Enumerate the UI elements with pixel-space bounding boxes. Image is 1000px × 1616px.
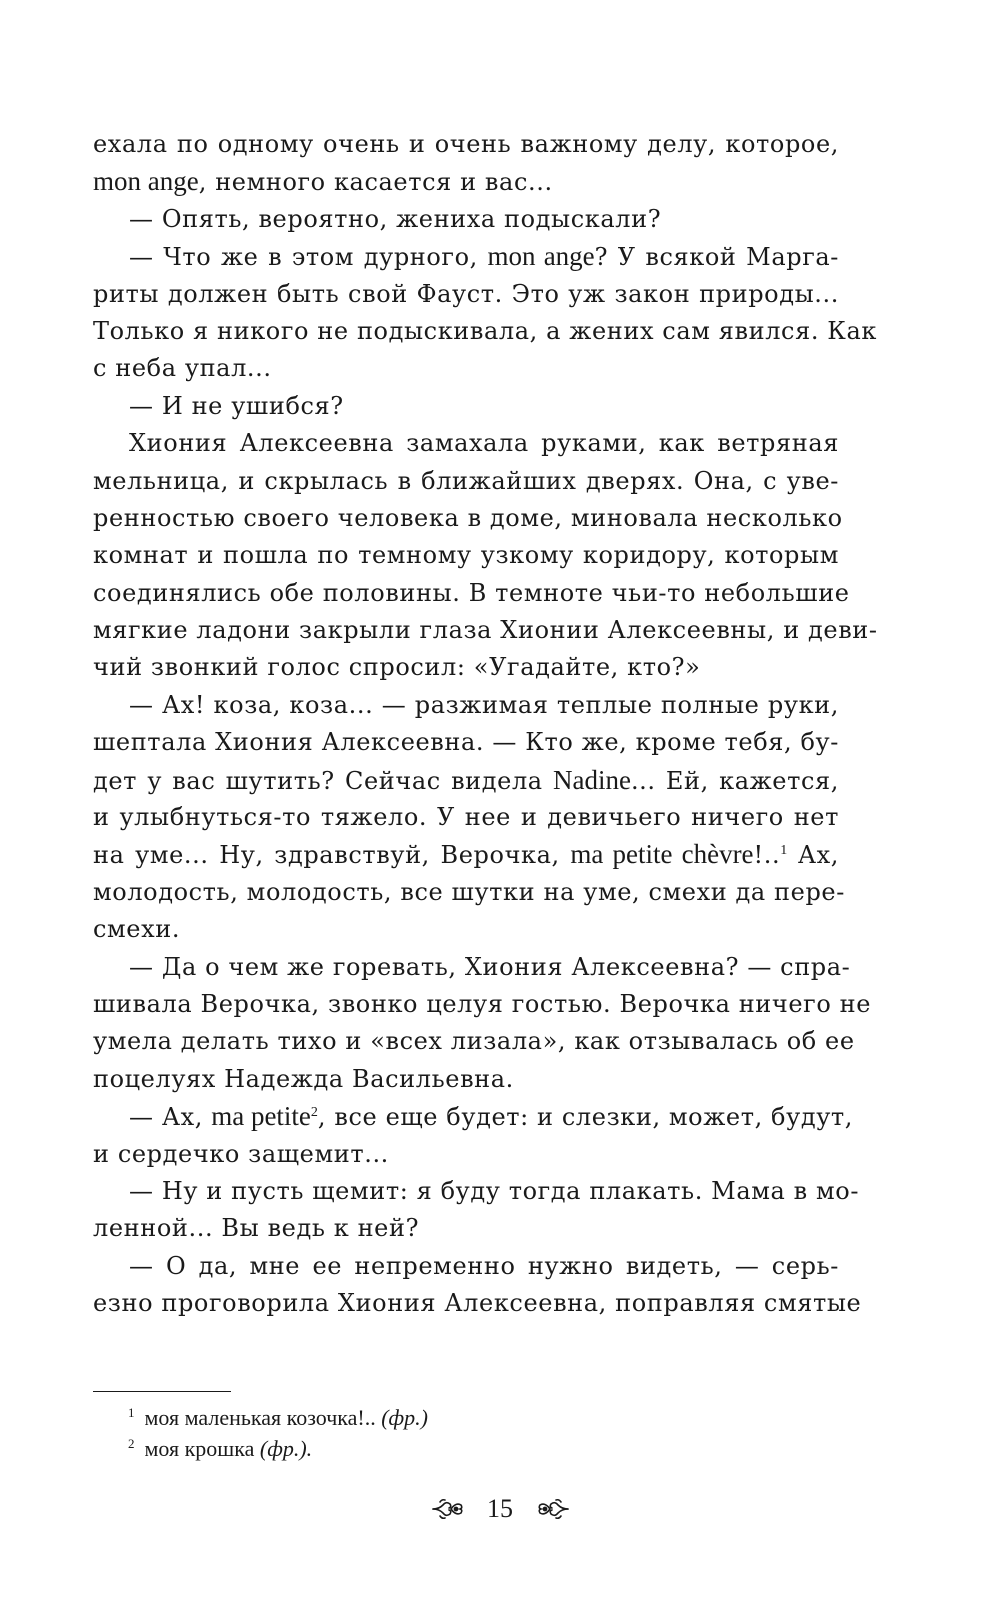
footnote-reference: 1 (780, 843, 788, 859)
text-line: на уме... Ну, здравствуй, Верочка, ma petite chèvre!..$^1$ Ах, (93, 839, 839, 870)
text-line: риты должен быть свой Фауст. Это уж закон природы... (93, 279, 839, 308)
text-line: комнат и пошла по темному узкому коридору, которым (93, 541, 839, 570)
footnote-number: 1 (128, 1404, 135, 1420)
footnote-number: 2 (128, 1435, 135, 1451)
text-line: — Ну и пусть щемит: я буду тогда плакать. Мама в мо- (129, 1176, 860, 1205)
text-line: — И не ушибся? (129, 391, 344, 420)
text-line: mon ange, немного касается и вас... (93, 166, 553, 197)
footnote (128, 1433, 428, 1464)
text-line: мельница, и скрылась в ближайших дверях. Она, с уве- (93, 466, 839, 495)
text-line: шивала Верочка, звонко целуя гостью. Верочка ничего не (93, 989, 872, 1018)
footnote (128, 1402, 428, 1433)
text-line: молодость, молодость, все шутки на уме, смехи да пере- (93, 877, 845, 906)
text-line: — Да о чем же горевать, Хиония Алексеевна? — спра- (129, 952, 851, 981)
text-line: Хиония Алексеевна замахала руками, как ветряная (129, 429, 839, 458)
text-line: соединялись обе половины. В темноте чьи-то небольшие (93, 578, 850, 607)
body-text (93, 126, 878, 1323)
text-line: — О да, мне ее непременно нужно видеть, — серь- (129, 1251, 839, 1280)
text-line: с неба упал... (93, 354, 272, 383)
footnote-rule (93, 1391, 231, 1392)
page-footer (0, 1490, 1000, 1526)
footnote-language-note: (фр.) (381, 1405, 428, 1430)
text-line: ренностью своего человека в доме, миновала несколько (93, 503, 843, 532)
footnote-text: моя крошка (144, 1436, 260, 1461)
text-line: — Опять, вероятно, жениха подыскали? (129, 204, 662, 233)
right-ornament-icon (536, 1496, 570, 1522)
footnote-language-note: (фр.). (259, 1436, 313, 1461)
text-line: смехи. (93, 915, 181, 944)
text-line: езно проговорила Хиония Алексеевна, поправляя смятые (93, 1289, 862, 1318)
text-line: — Ах! коза, коза... — разжимая теплые полные руки, (129, 690, 839, 719)
footnote-reference: 2 (310, 1105, 318, 1121)
footnote-text: моя маленькая козочка!.. (144, 1405, 382, 1430)
text-line: и улыбнуться-то тяжело. У нее и девичьего ничего нет (93, 803, 839, 832)
text-line: ленной... Вы ведь к ней? (93, 1214, 420, 1243)
text-line: Только я никого не подыскивала, а жених сам явился. Как (93, 316, 877, 345)
text-line: и сердечко защемит... (93, 1139, 389, 1168)
text-line: дет у вас шутить? Сейчас видела Nadine... Ей, кажется, (93, 764, 839, 795)
text-line: умела делать тихо и «всех лизала», как отзывалась об ее (93, 1027, 855, 1056)
text-line: — Что же в этом дурного, mon ange? У всякой Марга- (129, 241, 839, 272)
page-number: 15 (487, 1494, 513, 1524)
text-line: мягкие ладони закрыли глаза Хионии Алексеевны, и деви- (93, 616, 878, 645)
left-ornament-icon (431, 1496, 465, 1522)
text-line: ехала по одному очень и очень важному делу, которое, (93, 130, 839, 158)
text-line: поцелуях Надежда Васильевна. (93, 1064, 514, 1093)
text-line: шептала Хиония Алексеевна. — Кто же, кроме тебя, бу- (93, 728, 839, 757)
text-line: — Ах, ma petite$^2$, все еще будет: и слезки, может, будут, (129, 1101, 854, 1132)
text-line: чий звонкий голос спросил: «Угадайте, кто?» (93, 653, 701, 682)
footnotes (128, 1402, 428, 1464)
